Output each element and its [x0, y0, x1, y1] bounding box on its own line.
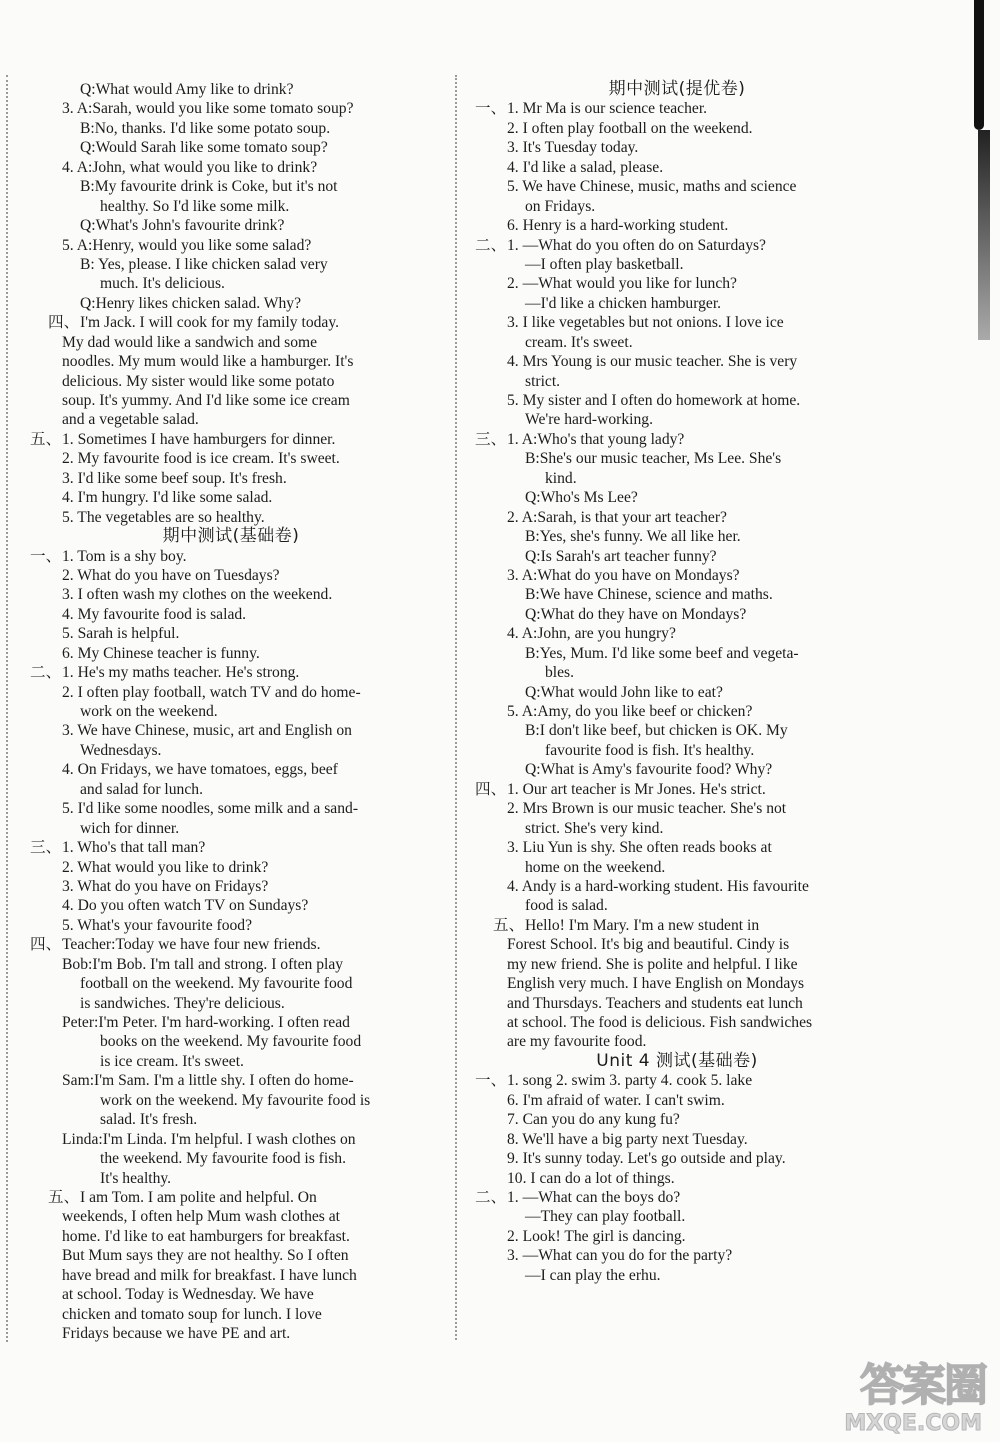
answer-line [475, 916, 879, 935]
section-number-label: 一、 [30, 547, 62, 565]
answer-line [475, 1130, 879, 1149]
section-number-label: 四、 [30, 936, 62, 954]
answer-text: 2. What do you have on Tuesdays? [62, 566, 280, 584]
answer-text: work on the weekend. My favourite food is [100, 1091, 371, 1109]
page-edge-shadow [970, 0, 1000, 1442]
section-number-label: 三、 [475, 430, 507, 448]
answer-text: 5. What's your favourite food? [62, 916, 253, 934]
answer-line [30, 158, 432, 177]
answer-line [475, 391, 879, 410]
answer-text: Teacher:Today we have four new friends. [62, 936, 321, 954]
answer-line [475, 605, 879, 624]
answer-text: 3. I often wash my clothes on the weekend. [62, 586, 333, 604]
answer-text: Q:What do they have on Mondays? [525, 605, 747, 623]
answer-text: 4. A:John, what would you like to drink? [62, 158, 318, 176]
answer-line [475, 721, 879, 740]
answer-line [475, 1013, 879, 1032]
answer-text: B:Yes, she's funny. We all like her. [525, 528, 741, 546]
section-number-label: 一、 [475, 1072, 507, 1090]
answer-text: 5. I'd like some noodles, some milk and a sand- [62, 800, 359, 818]
answer-text: 5. We have Chinese, music, maths and science [507, 178, 797, 196]
answer-text: B:I don't like beef, but chicken is OK. My [525, 722, 788, 740]
answer-text: favourite food is fish. It's healthy. [545, 741, 755, 759]
answer-text: I'm Jack. I will cook for my family today. [80, 314, 340, 332]
answer-text: —They can play football. [525, 1208, 686, 1226]
answer-text: and salad for lunch. [80, 780, 203, 798]
answer-text: 6. I'm afraid of water. I can't swim. [507, 1091, 725, 1109]
answer-text: football on the weekend. My favourite food [80, 975, 353, 993]
section-heading: Unit 4 测试(基础卷) [596, 1050, 758, 1071]
section-number-label: 五、 [493, 916, 525, 934]
answer-text: 7. Can you do any kung fu? [507, 1111, 680, 1129]
answer-text: B:My favourite drink is Coke, but it's not [80, 178, 338, 196]
answer-line [475, 1246, 879, 1265]
answer-text: B: Yes, please. I like chicken salad very [80, 255, 328, 273]
answer-text: strict. [525, 372, 561, 390]
answer-line [30, 1013, 432, 1032]
answer-line [30, 1207, 432, 1226]
answer-line [30, 760, 432, 779]
answer-text: 2. My favourite food is ice cream. It's sweet. [62, 450, 340, 468]
answer-text: 1. A:Who's that young lady? [507, 430, 685, 448]
section-number-label: 四、 [48, 314, 80, 332]
answer-line [30, 1149, 432, 1168]
answer-line [30, 197, 432, 216]
answer-line [30, 994, 432, 1013]
answer-line [30, 916, 432, 935]
answer-text: 5. The vegetables are so healthy. [62, 508, 265, 526]
answer-text: Q:What is Amy's favourite food? Why? [525, 761, 773, 779]
answer-text: 4. Mrs Young is our music teacher. She is very [507, 353, 798, 371]
answer-line [475, 255, 879, 274]
answer-line [30, 469, 432, 488]
answer-line [30, 177, 432, 196]
answer-line [30, 488, 432, 507]
watermark-logo [800, 1362, 986, 1436]
answer-line [475, 352, 879, 371]
answer-text: kind. [545, 469, 577, 487]
answer-line [30, 1285, 432, 1304]
answer-text: 5. A:Henry, would you like some salad? [62, 236, 312, 254]
answer-line [475, 683, 879, 702]
answer-line [30, 1324, 432, 1343]
answer-line [475, 1169, 879, 1188]
answer-text: 2. What would you like to drink? [62, 858, 269, 876]
answer-line [30, 585, 432, 604]
section-heading: 期中测试(基础卷) [162, 526, 300, 547]
answer-line [30, 838, 432, 857]
answer-line [30, 449, 432, 468]
answer-line [30, 780, 432, 799]
section-number-label: 二、 [475, 236, 507, 254]
answer-line [475, 1149, 879, 1168]
answer-line [30, 1169, 432, 1188]
answer-line [475, 430, 879, 449]
section-number-label: 五、 [48, 1188, 80, 1206]
answer-text: 5. My sister and I often do homework at home. [507, 392, 801, 409]
answer-text: and a vegetable salad. [62, 411, 199, 429]
answer-line [30, 721, 432, 740]
answer-text: We're hard-working. [525, 411, 653, 429]
answer-text: 1. Sometimes I have hamburgers for dinner. [62, 430, 336, 448]
left-answer-column [30, 80, 432, 1343]
answer-text: 1. He's my maths teacher. He's strong. [62, 664, 300, 682]
answer-line [30, 1091, 432, 1110]
answer-text: 2. —What would you like for lunch? [507, 275, 737, 293]
answer-text: 4. On Fridays, we have tomatoes, eggs, beef [62, 761, 338, 779]
answer-text: on Fridays. [525, 197, 596, 215]
answer-text: soup. It's yummy. And I'd like some ice cream [62, 392, 350, 409]
answer-line [475, 274, 879, 293]
answer-text: 2. I often play football on the weekend. [507, 119, 753, 137]
answer-line [30, 294, 432, 313]
answer-text: B:She's our music teacher, Ms Lee. She's [525, 450, 782, 468]
answer-text: 3. We have Chinese, music, art and English on [62, 722, 352, 740]
answer-line [475, 1071, 879, 1090]
answer-text: Hello! I'm Mary. I'm a new student in [525, 916, 760, 934]
answer-text: 2. I often play football, watch TV and do home- [62, 683, 361, 701]
answer-line [30, 352, 432, 371]
answer-line [475, 508, 879, 527]
answer-line [30, 663, 432, 682]
answer-line [475, 1207, 879, 1226]
answer-text: weekends, I often help Mum wash clothes at [62, 1208, 341, 1226]
answer-line [475, 896, 879, 915]
answer-line [30, 1130, 432, 1149]
section-number-label: 四、 [475, 780, 507, 798]
answer-text: bles. [545, 664, 575, 682]
answer-text: salad. It's fresh. [100, 1111, 198, 1129]
answer-line [475, 1227, 879, 1246]
answer-line [475, 838, 879, 857]
section-number-label: 五、 [30, 430, 62, 448]
answer-line [30, 683, 432, 702]
answer-text: 9. It's sunny today. Let's go outside and play. [507, 1150, 786, 1168]
section-number-label: 二、 [30, 664, 62, 682]
answer-line [475, 760, 879, 779]
answer-line [475, 119, 879, 138]
answer-text: Wednesdays. [80, 741, 162, 759]
answer-line [475, 974, 879, 993]
answer-line [30, 391, 432, 410]
answer-line [475, 469, 879, 488]
answer-line [475, 99, 879, 118]
answer-line [475, 877, 879, 896]
answer-text: Q:Is Sarah's art teacher funny? [525, 547, 717, 565]
answer-text: food is salad. [525, 897, 608, 915]
answer-line [30, 877, 432, 896]
answer-line [30, 1305, 432, 1324]
answer-line [30, 566, 432, 585]
answer-line [475, 702, 879, 721]
answer-text: 6. My Chinese teacher is funny. [62, 644, 260, 662]
answer-text: Q:Would Sarah like some tomato soup? [80, 139, 328, 157]
answer-text: English very much. I have English on Mondays [507, 975, 805, 993]
answer-line [30, 896, 432, 915]
answer-line [475, 644, 879, 663]
answer-line [30, 858, 432, 877]
answer-text: 1. Our art teacher is Mr Jones. He's strict. [507, 780, 766, 798]
answer-text: 3. —What can you do for the party? [507, 1247, 733, 1265]
answer-text: work on the weekend. [80, 703, 218, 720]
answer-line [475, 566, 879, 585]
answer-text: 3. A:Sarah, would you like some tomato soup? [62, 100, 354, 118]
answer-text: at school. The food is delicious. Fish sandwiches [507, 1014, 813, 1031]
answer-line [475, 994, 879, 1013]
answer-line [30, 1246, 432, 1265]
answer-line [30, 508, 432, 527]
section-heading: 期中测试(提优卷) [608, 79, 746, 99]
answer-line [475, 547, 879, 566]
answer-line [30, 974, 432, 993]
answer-line [30, 1110, 432, 1129]
answer-text: healthy. So I'd like some milk. [100, 197, 290, 215]
answer-line [475, 313, 879, 332]
answer-text: 4. Andy is a hard-working student. His favourite [507, 877, 809, 895]
answer-text: 10. I can do a lot of things. [507, 1169, 675, 1187]
answer-line [30, 605, 432, 624]
answer-text: noodles. My mum would like a hamburger. It's [62, 353, 354, 371]
answer-text: I am Tom. I am polite and helpful. On [80, 1188, 317, 1206]
answer-line [30, 1227, 432, 1246]
answer-text: 4. Do you often watch TV on Sundays? [62, 897, 309, 915]
answer-line [475, 1188, 879, 1207]
answer-text: B:We have Chinese, science and maths. [525, 586, 773, 604]
answer-line [30, 624, 432, 643]
answer-line [30, 819, 432, 838]
answer-text: 1. Tom is a shy boy. [62, 547, 187, 565]
answer-line [30, 99, 432, 118]
answer-text: 1. —What do you often do on Saturdays? [507, 236, 766, 254]
answer-line [475, 780, 879, 799]
answer-text: wich for dinner. [80, 819, 180, 837]
answer-text: 8. We'll have a big party next Tuesday. [507, 1130, 748, 1148]
answer-text: cream. It's sweet. [525, 333, 633, 351]
right-answer-column [475, 80, 879, 1285]
answer-text: and Thursdays. Teachers and students eat lunch [507, 994, 803, 1012]
answer-line [30, 1188, 432, 1207]
answer-line [475, 741, 879, 760]
answer-line [475, 333, 879, 352]
answer-text: 4. My favourite food is salad. [62, 605, 247, 623]
answer-line [475, 158, 879, 177]
answer-text: is sandwiches. They're delicious. [80, 994, 285, 1012]
answer-text: Q:Henry likes chicken salad. Why? [80, 294, 301, 312]
answer-line [475, 1032, 879, 1051]
answer-text: 2. A:Sarah, is that your art teacher? [507, 508, 727, 526]
answer-text: 2. Look! The girl is dancing. [507, 1227, 686, 1245]
answer-text: 3. What do you have on Fridays? [62, 877, 269, 895]
answer-line [475, 216, 879, 235]
answer-line [30, 955, 432, 974]
answer-line [30, 1071, 432, 1090]
answer-text: have bread and milk for breakfast. I have lunch [62, 1266, 357, 1284]
answer-text: home. I'd like to eat hamburgers for breakfast. [62, 1227, 350, 1245]
answer-line [475, 799, 879, 818]
answer-text: Forest School. It's big and beautiful. Cindy is [507, 936, 790, 954]
answer-text: 6. Henry is a hard-working student. [507, 217, 729, 235]
answer-text: My dad would like a sandwich and some [62, 333, 318, 351]
answer-text: my new friend. She is polite and helpful. I like [507, 955, 798, 973]
answer-line [475, 1091, 879, 1110]
answer-line [475, 410, 879, 429]
answer-text: delicious. My sister would like some potato [62, 372, 335, 390]
answer-line [475, 488, 879, 507]
answer-text: —I'd like a chicken hamburger. [525, 294, 722, 312]
answer-text: 1. —What can the boys do? [507, 1188, 681, 1206]
answer-line [30, 741, 432, 760]
answer-text: 3. I like vegetables but not onions. I love ice [507, 314, 784, 332]
answer-line [475, 294, 879, 313]
answer-line [475, 138, 879, 157]
answer-text: Fridays because we have PE and art. [62, 1325, 291, 1342]
answer-line [475, 177, 879, 196]
answer-line [475, 372, 879, 391]
answer-text: 1. Who's that tall man? [62, 839, 206, 857]
watermark-logo-text: 答案圈 [860, 1360, 986, 1411]
answer-text: 4. I'm hungry. I'd like some salad. [62, 489, 273, 507]
answer-line [30, 547, 432, 566]
answer-line [475, 663, 879, 682]
answer-line [30, 80, 432, 99]
answer-line [30, 1052, 432, 1071]
answer-line [30, 1032, 432, 1051]
answer-text: 2. Mrs Brown is our music teacher. She's not [507, 800, 787, 818]
answer-text: Bob:I'm Bob. I'm tall and strong. I often play [62, 955, 344, 973]
answer-text: 5. A:Amy, do you like beef or chicken? [507, 703, 753, 720]
section-number-label: 二、 [475, 1188, 507, 1206]
answer-line [30, 236, 432, 255]
answer-line [30, 799, 432, 818]
answer-text: are my favourite food. [507, 1033, 647, 1051]
answer-text: home on the weekend. [525, 858, 666, 876]
answer-line [475, 624, 879, 643]
answer-text: at school. Today is Wednesday. We have [62, 1286, 314, 1304]
answer-line [30, 313, 432, 332]
answer-text: Q:What's John's favourite drink? [80, 217, 285, 235]
answer-line [475, 585, 879, 604]
answer-line [475, 449, 879, 468]
answer-text: 4. I'd like a salad, please. [507, 158, 664, 176]
section-number-label: 一、 [475, 100, 507, 118]
answer-text: 3. Liu Yun is shy. She often reads books at [507, 839, 772, 857]
answer-text: 3. A:What do you have on Mondays? [507, 566, 740, 584]
answer-line [30, 702, 432, 721]
answer-text: B:Yes, Mum. I'd like some beef and vegeta- [525, 644, 799, 662]
answer-line [475, 527, 879, 546]
watermark-url: MXQE.COM [844, 1411, 982, 1436]
answer-line [475, 1266, 879, 1285]
answer-text: 1. song 2. swim 3. party 4. cook 5. lake [507, 1072, 753, 1090]
answer-text: strict. She's very kind. [525, 819, 664, 837]
answer-line [475, 858, 879, 877]
answer-line [30, 274, 432, 293]
answer-text: 4. A:John, are you hungry? [507, 625, 676, 643]
answer-text: is ice cream. It's sweet. [100, 1052, 244, 1070]
answer-line [30, 372, 432, 391]
answer-line [30, 935, 432, 954]
answer-text: books on the weekend. My favourite food [100, 1033, 362, 1051]
answer-text: Q:What would Amy like to drink? [80, 81, 294, 98]
answer-line [475, 1110, 879, 1129]
answer-line [30, 216, 432, 235]
answer-text: 3. I'd like some beef soup. It's fresh. [62, 469, 287, 487]
answer-text: —I can play the erhu. [525, 1266, 661, 1284]
answer-line [475, 236, 879, 255]
answer-line [30, 410, 432, 429]
answer-line [30, 119, 432, 138]
answer-text: B:No, thanks. I'd like some potato soup. [80, 119, 331, 137]
answer-text: Q:What would John like to eat? [525, 683, 723, 701]
answer-line [30, 644, 432, 663]
left-margin-dotted-line [6, 75, 8, 1342]
answer-line [475, 819, 879, 838]
answer-text: It's healthy. [100, 1169, 172, 1187]
section-number-label: 三、 [30, 839, 62, 857]
answer-text: the weekend. My favourite food is fish. [100, 1150, 346, 1168]
column-separator [455, 75, 457, 1340]
answer-line [30, 430, 432, 449]
answer-line [30, 1266, 432, 1285]
answer-text: Sam:I'm Sam. I'm a little shy. I often do home- [62, 1072, 354, 1090]
answer-text: 5. Sarah is helpful. [62, 625, 180, 643]
answer-line [475, 197, 879, 216]
answer-text: Linda:I'm Linda. I'm helpful. I wash clothes on [62, 1130, 356, 1148]
answer-text: —I often play basketball. [525, 255, 684, 273]
answer-line [30, 255, 432, 274]
answer-line [30, 138, 432, 157]
answer-text: But Mum says they are not healthy. So I often [62, 1247, 349, 1265]
answer-text: chicken and tomato soup for lunch. I love [62, 1305, 322, 1323]
answer-text: Q:Who's Ms Lee? [525, 489, 638, 507]
answer-text: Peter:I'm Peter. I'm hard-working. I often read [62, 1014, 350, 1031]
answer-line [475, 955, 879, 974]
answer-line [30, 333, 432, 352]
answer-line [475, 935, 879, 954]
answer-text: 3. It's Tuesday today. [507, 139, 639, 157]
answer-text: 1. Mr Ma is our science teacher. [507, 100, 708, 118]
answer-text: much. It's delicious. [100, 275, 225, 293]
